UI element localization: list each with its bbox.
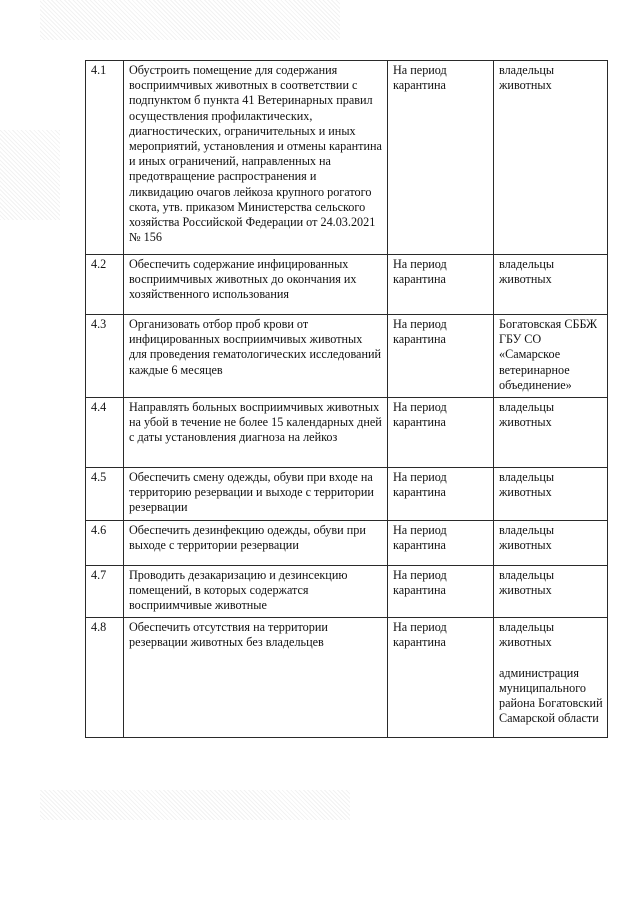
measure-responsible	[494, 61, 608, 255]
table-row	[86, 618, 608, 738]
measure-responsible	[494, 315, 608, 398]
measure-term: На период карантина	[388, 468, 494, 521]
measure-term: На период карантина	[388, 520, 494, 565]
table-row	[86, 315, 608, 398]
measure-term: На период карантина	[388, 61, 494, 255]
scan-noise-left	[0, 130, 60, 220]
table-row	[86, 468, 608, 521]
measure-term: На период карантина	[388, 315, 494, 398]
row-number: 4.1	[86, 61, 124, 255]
measure-responsible	[494, 468, 608, 521]
table-row	[86, 520, 608, 565]
measure-text: Проводить дезакаризацию и дезинсекцию помещений, в которых содержатся восприимчивые животные	[124, 565, 388, 618]
row-number: 4.5	[86, 468, 124, 521]
measure-term: На период карантина	[388, 398, 494, 468]
measure-text: Обустроить помещение для содержания восприимчивых животных в соответствии с подпунктом б пункта 41 Ветеринарных правил осуществления профилактических, диагностических, ограничительных и иных мероприятий, установления и отмены карантина и иных ограничений, направленных на предотвращение распространения и ликвидацию очагов лейкоза крупного рогатого скота, утв. приказом Министерства сельского хозяйства Российской Федерации от 24.03.2021 № 156	[124, 61, 388, 255]
responsible-party: владельцы животных	[499, 257, 555, 287]
scan-noise-top	[40, 0, 340, 40]
measure-term: На период карантина	[388, 618, 494, 738]
measure-text: Направлять больных восприимчивых животных на убой в течение не более 15 календарных дней с даты установления диагноза на лейкоз	[124, 398, 388, 468]
responsible-party: владельцы животных	[499, 567, 555, 597]
responsible-party: Богатовская СББЖ ГБУ СО «Самарское ветеринарное объединение»	[499, 317, 598, 392]
measure-text: Организовать отбор проб крови от инфицированных восприимчивых животных для проведения гематологических исследований каждые 6 месяцев	[124, 315, 388, 398]
scan-noise-bottom	[40, 790, 350, 820]
responsible-party: владельцы животных	[499, 620, 555, 650]
measure-responsible	[494, 255, 608, 315]
table-row	[86, 61, 608, 255]
measure-responsible	[494, 398, 608, 468]
measure-responsible	[494, 618, 608, 738]
measure-term: На период карантина	[388, 565, 494, 618]
measure-responsible	[494, 520, 608, 565]
responsible-party: администрация муниципального района Богатовский Самарской области	[499, 665, 603, 726]
measure-responsible	[494, 565, 608, 618]
measure-text: Обеспечить отсутствия на территории резервации животных без владельцев	[124, 618, 388, 738]
row-number: 4.6	[86, 520, 124, 565]
measure-text: Обеспечить дезинфекцию одежды, обуви при выходе с территории резервации	[124, 520, 388, 565]
table-row	[86, 565, 608, 618]
responsible-party: владельцы животных	[499, 400, 555, 430]
responsible-party: владельцы животных	[499, 522, 555, 552]
spacer	[499, 651, 603, 666]
row-number: 4.7	[86, 565, 124, 618]
row-number: 4.2	[86, 255, 124, 315]
row-number: 4.8	[86, 618, 124, 738]
measure-text: Обеспечить смену одежды, обуви при входе на территорию резервации и выходе с территории резервации	[124, 468, 388, 521]
table-row	[86, 255, 608, 315]
responsible-party: владельцы животных	[499, 470, 555, 500]
table-row	[86, 398, 608, 468]
measure-term: На период карантина	[388, 255, 494, 315]
measure-text: Обеспечить содержание инфицированных восприимчивых животных до окончания их хозяйственного использования	[124, 255, 388, 315]
row-number: 4.3	[86, 315, 124, 398]
row-number: 4.4	[86, 398, 124, 468]
responsible-party: владельцы животных	[499, 63, 555, 93]
measures-table	[85, 60, 608, 738]
